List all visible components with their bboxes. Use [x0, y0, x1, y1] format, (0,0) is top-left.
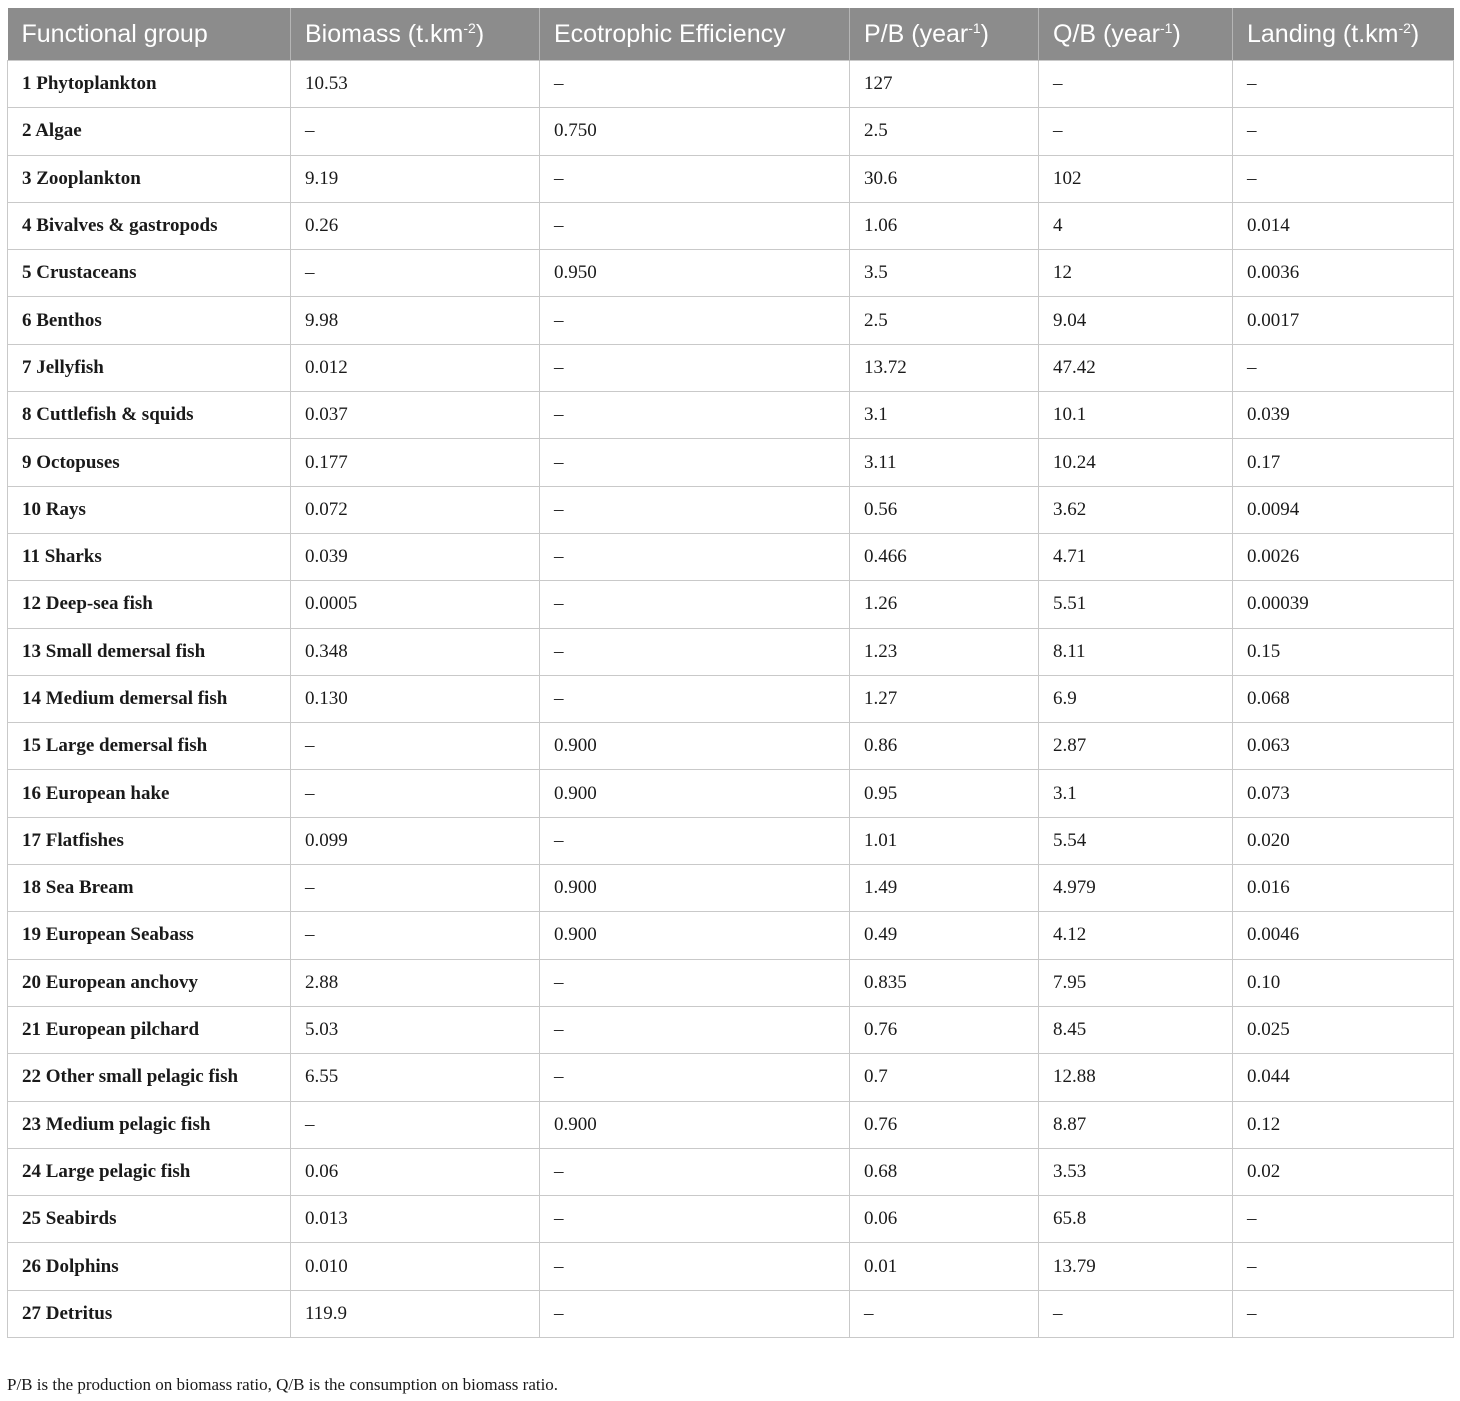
table-row [8, 581, 1454, 628]
table-body [8, 61, 1454, 1338]
functional-groups-table [7, 8, 1454, 1338]
cell-pb-ratio: 0.7 [850, 1054, 1039, 1101]
cell-biomass: 0.010 [291, 1243, 540, 1290]
cell-biomass: 5.03 [291, 1006, 540, 1053]
table-row [8, 1290, 1454, 1337]
cell-biomass: 0.012 [291, 344, 540, 391]
cell-functional-group: 5 Crustaceans [8, 250, 291, 297]
cell-functional-group: 12 Deep-sea fish [8, 581, 291, 628]
cell-qb-ratio: 6.9 [1039, 675, 1233, 722]
cell-landing: 0.025 [1233, 1006, 1454, 1053]
cell-qb-ratio: 12.88 [1039, 1054, 1233, 1101]
cell-biomass: – [291, 723, 540, 770]
cell-biomass: 0.06 [291, 1148, 540, 1195]
column-header-ecotrophic-efficiency: Ecotrophic Efficiency [540, 8, 850, 61]
cell-biomass: 0.0005 [291, 581, 540, 628]
cell-functional-group: 16 European hake [8, 770, 291, 817]
cell-qb-ratio: 10.24 [1039, 439, 1233, 486]
cell-pb-ratio: 1.01 [850, 817, 1039, 864]
cell-pb-ratio: 0.466 [850, 533, 1039, 580]
cell-biomass: 0.039 [291, 533, 540, 580]
cell-functional-group: 20 European anchovy [8, 959, 291, 1006]
cell-qb-ratio: 4.12 [1039, 912, 1233, 959]
cell-ecotrophic-efficiency: – [540, 817, 850, 864]
table-row [8, 533, 1454, 580]
cell-biomass: 0.348 [291, 628, 540, 675]
cell-ecotrophic-efficiency: 0.750 [540, 108, 850, 155]
cell-landing: 0.0094 [1233, 486, 1454, 533]
cell-functional-group: 9 Octopuses [8, 439, 291, 486]
table-row [8, 1243, 1454, 1290]
column-header-biomass: Biomass $(t.km^{-2})$ [291, 8, 540, 61]
table-row [8, 723, 1454, 770]
table-row [8, 1148, 1454, 1195]
cell-biomass: – [291, 865, 540, 912]
cell-ecotrophic-efficiency: – [540, 1054, 850, 1101]
cell-pb-ratio: 2.5 [850, 297, 1039, 344]
cell-functional-group: 21 European pilchard [8, 1006, 291, 1053]
cell-landing: – [1233, 108, 1454, 155]
cell-functional-group: 26 Dolphins [8, 1243, 291, 1290]
cell-landing: 0.02 [1233, 1148, 1454, 1195]
cell-pb-ratio: 1.23 [850, 628, 1039, 675]
cell-qb-ratio: – [1039, 1290, 1233, 1337]
cell-qb-ratio: 65.8 [1039, 1196, 1233, 1243]
cell-pb-ratio: 0.95 [850, 770, 1039, 817]
cell-pb-ratio: 3.5 [850, 250, 1039, 297]
cell-functional-group: 25 Seabirds [8, 1196, 291, 1243]
table-row [8, 344, 1454, 391]
cell-pb-ratio: 0.56 [850, 486, 1039, 533]
cell-biomass: – [291, 250, 540, 297]
table-row [8, 865, 1454, 912]
cell-biomass: 9.98 [291, 297, 540, 344]
cell-biomass: – [291, 1101, 540, 1148]
cell-landing: 0.00039 [1233, 581, 1454, 628]
column-header-qb-ratio: Q/B (year$^{-1}$) [1039, 8, 1233, 61]
cell-functional-group: 8 Cuttlefish & squids [8, 392, 291, 439]
table-row [8, 817, 1454, 864]
cell-landing: 0.15 [1233, 628, 1454, 675]
cell-functional-group: 10 Rays [8, 486, 291, 533]
cell-landing: – [1233, 1290, 1454, 1337]
cell-ecotrophic-efficiency: – [540, 533, 850, 580]
cell-pb-ratio: 3.1 [850, 392, 1039, 439]
cell-biomass: 10.53 [291, 61, 540, 108]
cell-qb-ratio: 10.1 [1039, 392, 1233, 439]
cell-biomass: 9.19 [291, 155, 540, 202]
table-row [8, 108, 1454, 155]
cell-ecotrophic-efficiency: – [540, 1148, 850, 1195]
cell-pb-ratio: 3.11 [850, 439, 1039, 486]
cell-qb-ratio: 12 [1039, 250, 1233, 297]
cell-ecotrophic-efficiency: 0.900 [540, 723, 850, 770]
cell-ecotrophic-efficiency: – [540, 959, 850, 1006]
cell-pb-ratio: 0.01 [850, 1243, 1039, 1290]
table-row [8, 297, 1454, 344]
cell-biomass: 6.55 [291, 1054, 540, 1101]
cell-pb-ratio: – [850, 1290, 1039, 1337]
table-row [8, 628, 1454, 675]
cell-functional-group: 13 Small demersal fish [8, 628, 291, 675]
cell-biomass: 0.130 [291, 675, 540, 722]
cell-qb-ratio: 47.42 [1039, 344, 1233, 391]
cell-landing: – [1233, 1243, 1454, 1290]
cell-pb-ratio: 1.49 [850, 865, 1039, 912]
cell-pb-ratio: 127 [850, 61, 1039, 108]
cell-qb-ratio: 3.62 [1039, 486, 1233, 533]
cell-pb-ratio: 0.06 [850, 1196, 1039, 1243]
cell-qb-ratio: 4.71 [1039, 533, 1233, 580]
cell-biomass: – [291, 770, 540, 817]
cell-ecotrophic-efficiency: – [540, 675, 850, 722]
cell-biomass: 119.9 [291, 1290, 540, 1337]
cell-qb-ratio: 102 [1039, 155, 1233, 202]
cell-landing: 0.020 [1233, 817, 1454, 864]
column-header-landing: Landing $(t.km^{-2})$ [1233, 8, 1454, 61]
cell-qb-ratio: 4 [1039, 202, 1233, 249]
table-row [8, 1054, 1454, 1101]
cell-ecotrophic-efficiency: – [540, 439, 850, 486]
cell-landing: 0.17 [1233, 439, 1454, 486]
cell-qb-ratio: 2.87 [1039, 723, 1233, 770]
cell-qb-ratio: 13.79 [1039, 1243, 1233, 1290]
cell-functional-group: 15 Large demersal fish [8, 723, 291, 770]
cell-qb-ratio: 3.1 [1039, 770, 1233, 817]
cell-biomass: 0.037 [291, 392, 540, 439]
cell-landing: 0.044 [1233, 1054, 1454, 1101]
table-row [8, 959, 1454, 1006]
cell-qb-ratio: 8.45 [1039, 1006, 1233, 1053]
header-row [8, 8, 1454, 61]
cell-qb-ratio: 3.53 [1039, 1148, 1233, 1195]
cell-landing: – [1233, 344, 1454, 391]
cell-functional-group: 17 Flatfishes [8, 817, 291, 864]
cell-pb-ratio: 0.835 [850, 959, 1039, 1006]
cell-landing: 0.073 [1233, 770, 1454, 817]
data-table-container [7, 8, 1453, 1338]
cell-qb-ratio: 5.54 [1039, 817, 1233, 864]
cell-landing: 0.014 [1233, 202, 1454, 249]
cell-ecotrophic-efficiency: 0.900 [540, 912, 850, 959]
cell-biomass: 2.88 [291, 959, 540, 1006]
cell-pb-ratio: 1.26 [850, 581, 1039, 628]
cell-functional-group: 14 Medium demersal fish [8, 675, 291, 722]
cell-ecotrophic-efficiency: – [540, 202, 850, 249]
cell-pb-ratio: 0.86 [850, 723, 1039, 770]
cell-pb-ratio: 30.6 [850, 155, 1039, 202]
cell-landing: 0.016 [1233, 865, 1454, 912]
cell-ecotrophic-efficiency: – [540, 392, 850, 439]
cell-landing: 0.10 [1233, 959, 1454, 1006]
cell-functional-group: 7 Jellyfish [8, 344, 291, 391]
cell-landing: 0.068 [1233, 675, 1454, 722]
cell-functional-group: 3 Zooplankton [8, 155, 291, 202]
cell-pb-ratio: 13.72 [850, 344, 1039, 391]
cell-landing: – [1233, 155, 1454, 202]
cell-ecotrophic-efficiency: – [540, 628, 850, 675]
table-row [8, 439, 1454, 486]
table-header [8, 8, 1454, 61]
cell-biomass: 0.072 [291, 486, 540, 533]
cell-biomass: 0.26 [291, 202, 540, 249]
cell-landing: 0.0046 [1233, 912, 1454, 959]
cell-landing: 0.12 [1233, 1101, 1454, 1148]
table-row [8, 770, 1454, 817]
table-row [8, 912, 1454, 959]
cell-pb-ratio: 1.06 [850, 202, 1039, 249]
cell-ecotrophic-efficiency: – [540, 1006, 850, 1053]
cell-ecotrophic-efficiency: 0.900 [540, 1101, 850, 1148]
table-row [8, 250, 1454, 297]
cell-landing: – [1233, 1196, 1454, 1243]
table-row [8, 202, 1454, 249]
table-row [8, 155, 1454, 202]
cell-functional-group: 24 Large pelagic fish [8, 1148, 291, 1195]
table-row [8, 1196, 1454, 1243]
cell-landing: 0.0017 [1233, 297, 1454, 344]
cell-qb-ratio: 5.51 [1039, 581, 1233, 628]
cell-pb-ratio: 0.76 [850, 1006, 1039, 1053]
cell-functional-group: 2 Algae [8, 108, 291, 155]
cell-ecotrophic-efficiency: – [540, 486, 850, 533]
cell-ecotrophic-efficiency: – [540, 1196, 850, 1243]
cell-biomass: 0.177 [291, 439, 540, 486]
cell-qb-ratio: – [1039, 108, 1233, 155]
cell-ecotrophic-efficiency: – [540, 1290, 850, 1337]
cell-qb-ratio: 8.87 [1039, 1101, 1233, 1148]
cell-functional-group: 4 Bivalves & gastropods [8, 202, 291, 249]
table-row [8, 1101, 1454, 1148]
cell-biomass: 0.013 [291, 1196, 540, 1243]
cell-ecotrophic-efficiency: – [540, 1243, 850, 1290]
cell-functional-group: 22 Other small pelagic fish [8, 1054, 291, 1101]
cell-landing: – [1233, 61, 1454, 108]
cell-ecotrophic-efficiency: – [540, 61, 850, 108]
cell-ecotrophic-efficiency: – [540, 297, 850, 344]
cell-ecotrophic-efficiency: – [540, 581, 850, 628]
cell-ecotrophic-efficiency: 0.900 [540, 770, 850, 817]
cell-qb-ratio: 9.04 [1039, 297, 1233, 344]
cell-landing: 0.0036 [1233, 250, 1454, 297]
table-row [8, 1006, 1454, 1053]
cell-functional-group: 27 Detritus [8, 1290, 291, 1337]
cell-landing: 0.063 [1233, 723, 1454, 770]
cell-pb-ratio: 1.27 [850, 675, 1039, 722]
cell-functional-group: 1 Phytoplankton [8, 61, 291, 108]
cell-functional-group: 11 Sharks [8, 533, 291, 580]
cell-ecotrophic-efficiency: 0.950 [540, 250, 850, 297]
cell-qb-ratio: 4.979 [1039, 865, 1233, 912]
table-row [8, 392, 1454, 439]
column-header-pb-ratio: P/B (year$^{-1}$) [850, 8, 1039, 61]
column-header-functional-group: Functional group [8, 8, 291, 61]
cell-ecotrophic-efficiency: – [540, 344, 850, 391]
table-row [8, 61, 1454, 108]
cell-pb-ratio: 0.76 [850, 1101, 1039, 1148]
cell-pb-ratio: 0.68 [850, 1148, 1039, 1195]
cell-biomass: – [291, 108, 540, 155]
cell-qb-ratio: 8.11 [1039, 628, 1233, 675]
table-footnote: P/B is the production on biomass ratio, Q/B is the consumption on biomass ratio. [7, 1375, 559, 1394]
cell-qb-ratio: 7.95 [1039, 959, 1233, 1006]
cell-landing: 0.0026 [1233, 533, 1454, 580]
cell-biomass: 0.099 [291, 817, 540, 864]
cell-functional-group: 23 Medium pelagic fish [8, 1101, 291, 1148]
cell-pb-ratio: 0.49 [850, 912, 1039, 959]
cell-landing: 0.039 [1233, 392, 1454, 439]
table-row [8, 675, 1454, 722]
cell-pb-ratio: 2.5 [850, 108, 1039, 155]
table-row [8, 486, 1454, 533]
cell-ecotrophic-efficiency: 0.900 [540, 865, 850, 912]
cell-functional-group: 18 Sea Bream [8, 865, 291, 912]
cell-biomass: – [291, 912, 540, 959]
cell-ecotrophic-efficiency: – [540, 155, 850, 202]
cell-qb-ratio: – [1039, 61, 1233, 108]
cell-functional-group: 6 Benthos [8, 297, 291, 344]
cell-functional-group: 19 European Seabass [8, 912, 291, 959]
